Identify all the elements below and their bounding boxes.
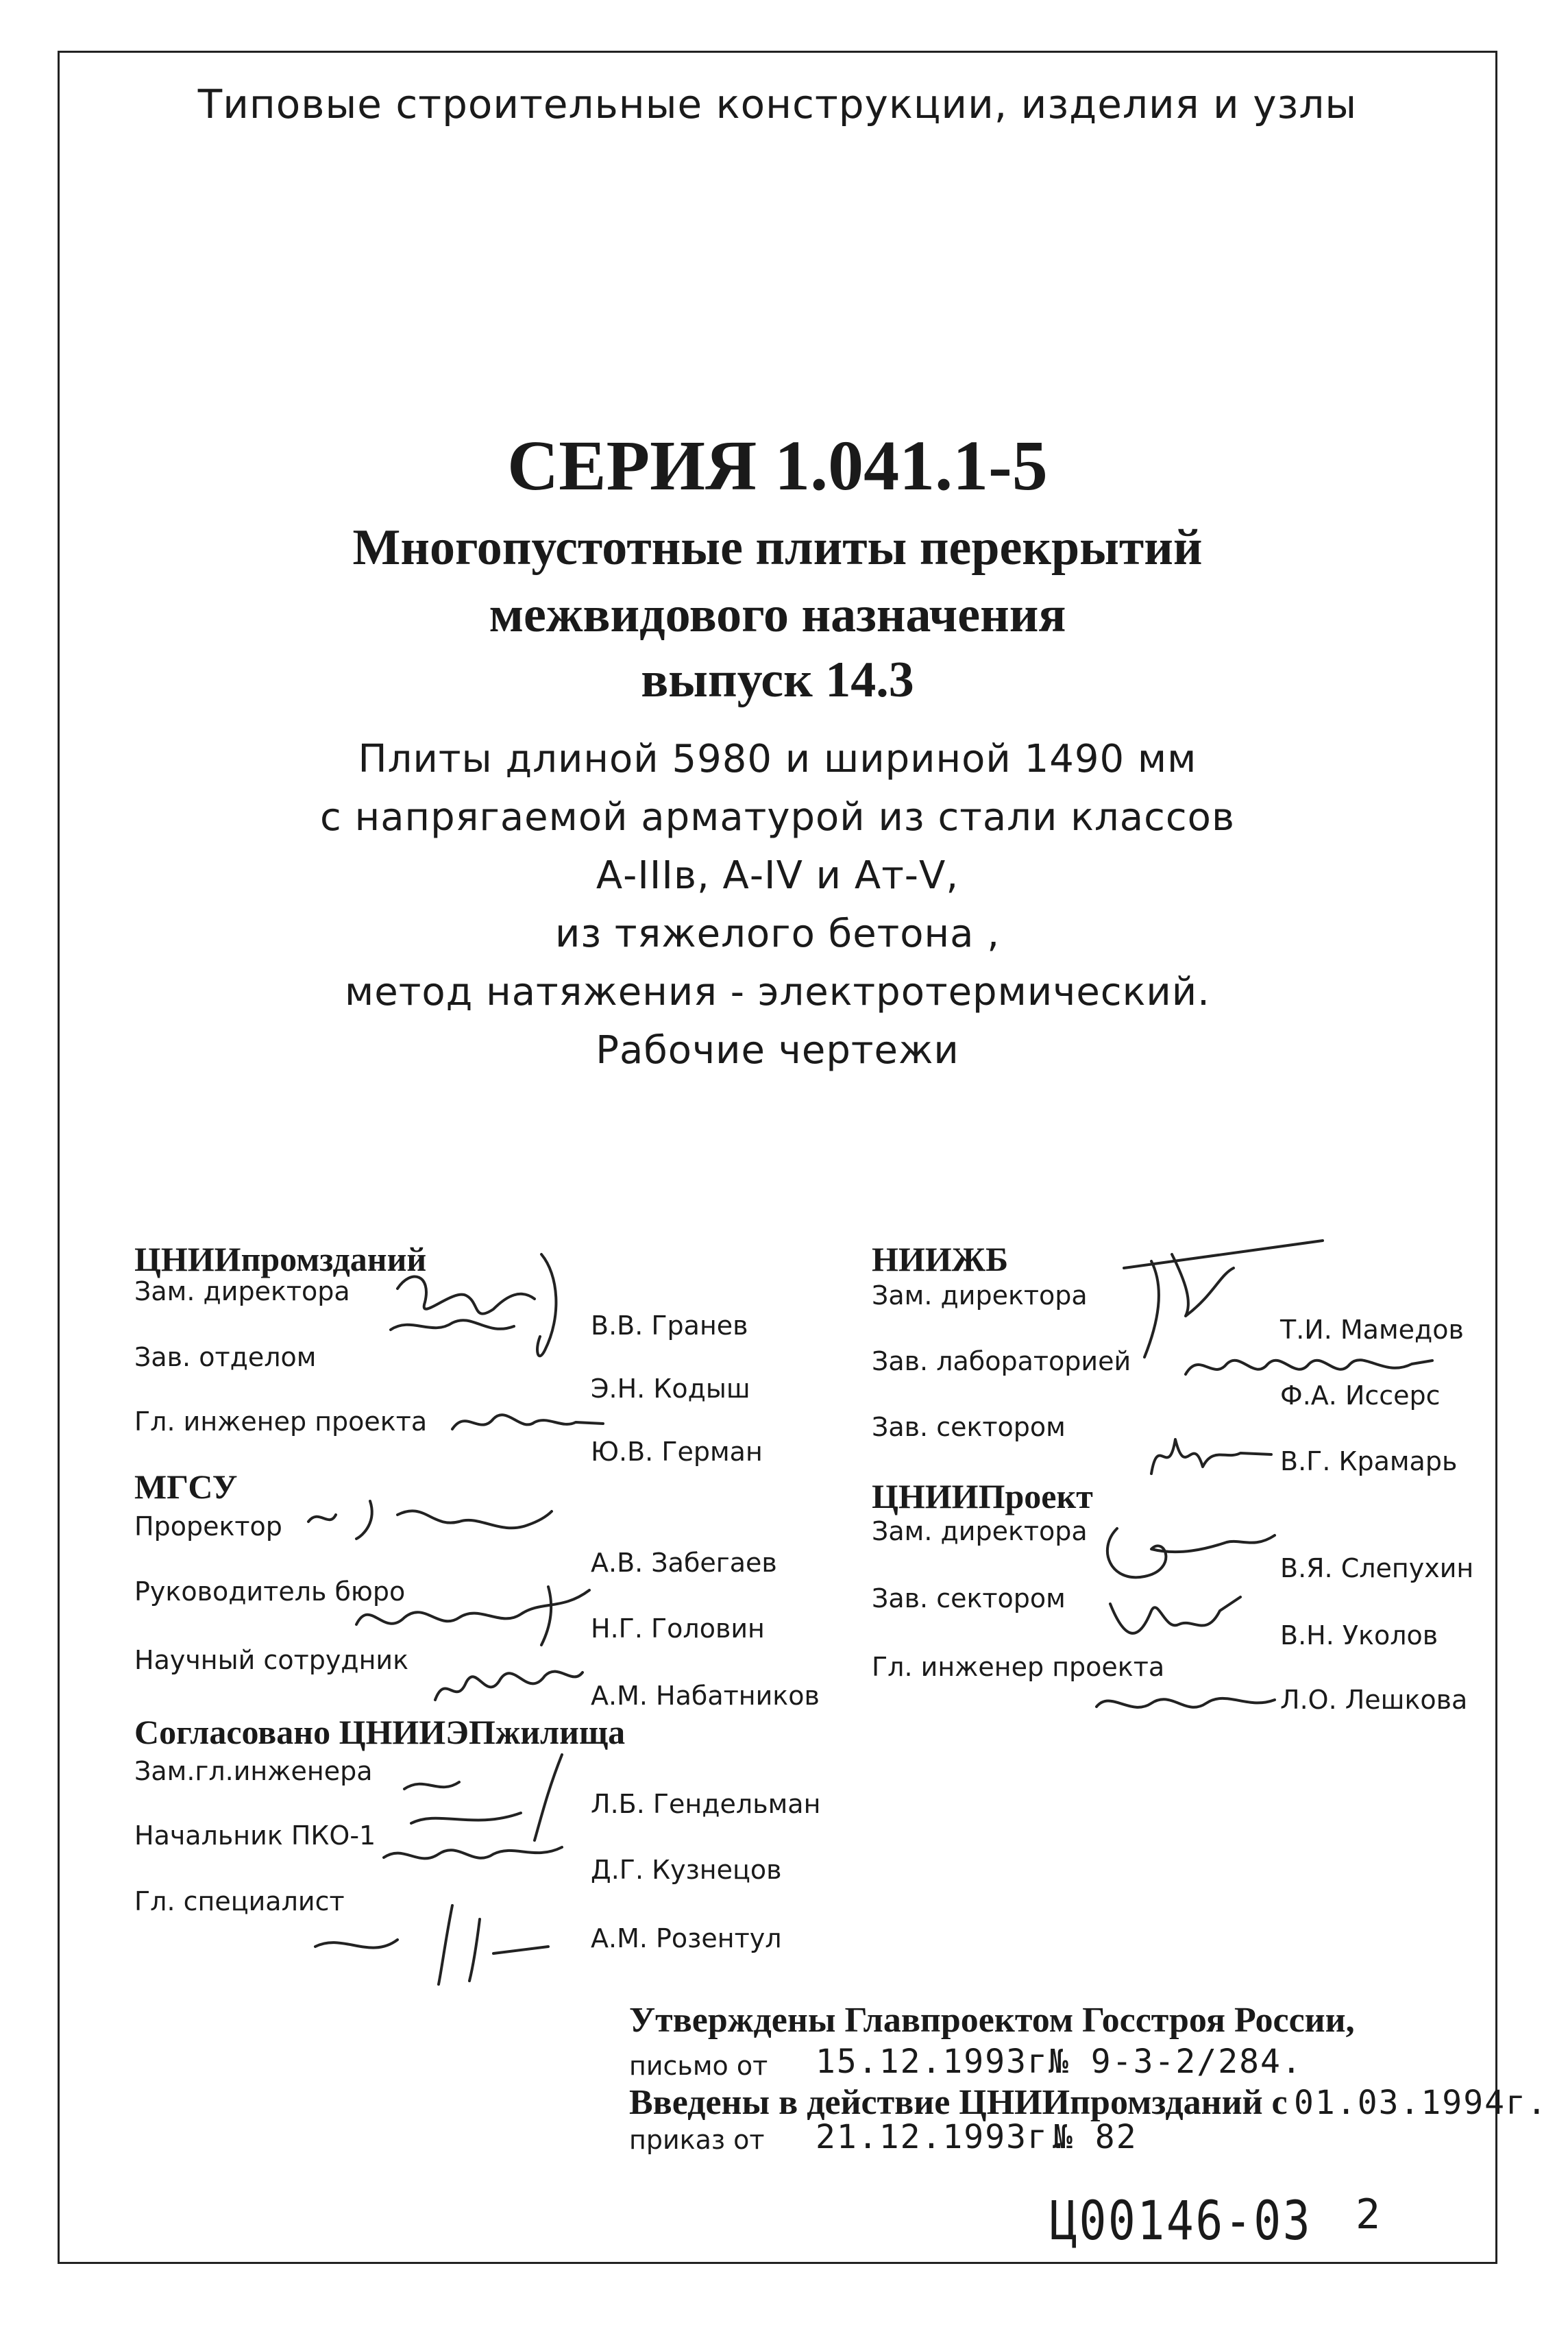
signature-rozentul (302, 1892, 562, 1988)
position-label: Проректор (134, 1511, 282, 1542)
position-label: Зам. директора (134, 1276, 350, 1306)
org-niizhb: НИИЖБ (872, 1240, 1009, 1278)
signatory-name: В.Г. Крамарь (1280, 1446, 1458, 1476)
signatory-name: В.В. Гранев (591, 1311, 748, 1341)
approval-line-1: Утверждены Главпроектом Госстроя России, (629, 2001, 1355, 2040)
series-title: СЕРИЯ 1.041.1-5 (507, 426, 1048, 505)
position-label: Зав. лабораторией (872, 1346, 1131, 1376)
position-label: Зав. сектором (872, 1583, 1066, 1613)
description-line-4: из тяжелого бетона , (554, 912, 1001, 956)
signature-granev (370, 1247, 576, 1378)
header-title: Типовые строительные конструкции, изделия и узлы (197, 81, 1358, 127)
signature-nabatnikov (425, 1645, 589, 1714)
position-label: Гл. специалист (134, 1886, 345, 1916)
signatory-name: А.М. Розентул (591, 1923, 782, 1953)
signatory-name: Т.И. Мамедов (1280, 1315, 1464, 1345)
signatory-name: А.В. Забегаев (591, 1548, 777, 1578)
letter-date: 15.12.1993г. (816, 2043, 1070, 2081)
position-label: Гл. инженер проекта (134, 1406, 428, 1437)
position-label: Зав. отделом (134, 1342, 317, 1372)
description-line-2: с напрягаемой арматурой из стали классов (320, 795, 1235, 840)
description-line-1: Плиты длиной 5980 и шириной 1490 мм (358, 737, 1197, 781)
title-issue: выпуск 14.3 (641, 652, 914, 708)
signature-leshkova (1090, 1679, 1282, 1727)
signatory-name: Ю.В. Герман (591, 1437, 763, 1467)
org-mgsu: МГСУ (134, 1467, 238, 1506)
order-label: приказ от (629, 2125, 765, 2155)
signature-zabegaev (295, 1487, 555, 1549)
signatory-name: Л.О. Лешкова (1280, 1685, 1468, 1715)
signatory-name: Н.Г. Головин (591, 1613, 765, 1644)
signature-kuznetsov (377, 1830, 583, 1885)
signatory-name: В.Н. Уколов (1280, 1620, 1438, 1650)
signature-kramar (1138, 1419, 1275, 1494)
position-label: Гл. инженер проекта (872, 1652, 1165, 1682)
description-line-6: Рабочие чертежи (596, 1028, 959, 1073)
signature-gendelman (384, 1748, 589, 1844)
position-label: Зам. директора (872, 1516, 1088, 1546)
signatory-name: Э.Н. Кодыш (591, 1374, 750, 1404)
org-agreed-tsniiepzhilishcha: Согласовано ЦНИИЭПжилища (134, 1713, 626, 1751)
signature-issers (1179, 1343, 1439, 1391)
signature-golovin (343, 1576, 603, 1652)
order-date: 21.12.1993г. (816, 2118, 1070, 2156)
signatory-name: Д.Г. Кузнецов (591, 1855, 782, 1885)
order-number: № 82 (1053, 2118, 1138, 2156)
position-label: Зав. сектором (872, 1412, 1066, 1442)
org-tsniiproekt: ЦНИИПроект (872, 1477, 1093, 1515)
letter-number: № 9-3-2/284. (1049, 2043, 1303, 2081)
signatory-name: А.М. Набатников (591, 1681, 820, 1711)
org-tsniipromzdaniy: ЦНИИпромзданий (134, 1240, 427, 1278)
title-line-1: Многопустотные плиты перекрытий (352, 520, 1203, 576)
approval-line-2: Введены в действие ЦНИИпромзданий с (629, 2083, 1288, 2122)
signatory-name: В.Я. Слепухин (1280, 1553, 1474, 1583)
position-label: Научный сотрудник (134, 1645, 409, 1675)
position-label: Зам.гл.инженера (134, 1756, 373, 1786)
position-label: Начальник ПКО-1 (134, 1820, 376, 1851)
position-label: Руководитель бюро (134, 1576, 406, 1607)
signature-german (445, 1402, 610, 1443)
signature-ukolov (1097, 1583, 1247, 1659)
effective-date: 01.03.1994г. (1294, 2084, 1548, 2122)
document-code: Ц00146-03 (1050, 2191, 1312, 2252)
description-line-5: метод натяжения - электротермический. (345, 970, 1210, 1014)
letter-label: письмо от (629, 2051, 768, 2081)
sheet-number: 2 (1356, 2191, 1381, 2239)
signatory-name: Л.Б. Гендельман (591, 1789, 821, 1819)
position-label: Зам. директора (872, 1280, 1088, 1311)
signatory-name: Ф.А. Иссерс (1280, 1380, 1441, 1411)
description-line-3: А-IIIв, А-IV и Ат-V, (596, 853, 959, 898)
title-line-2: межвидового назначения (489, 587, 1066, 643)
